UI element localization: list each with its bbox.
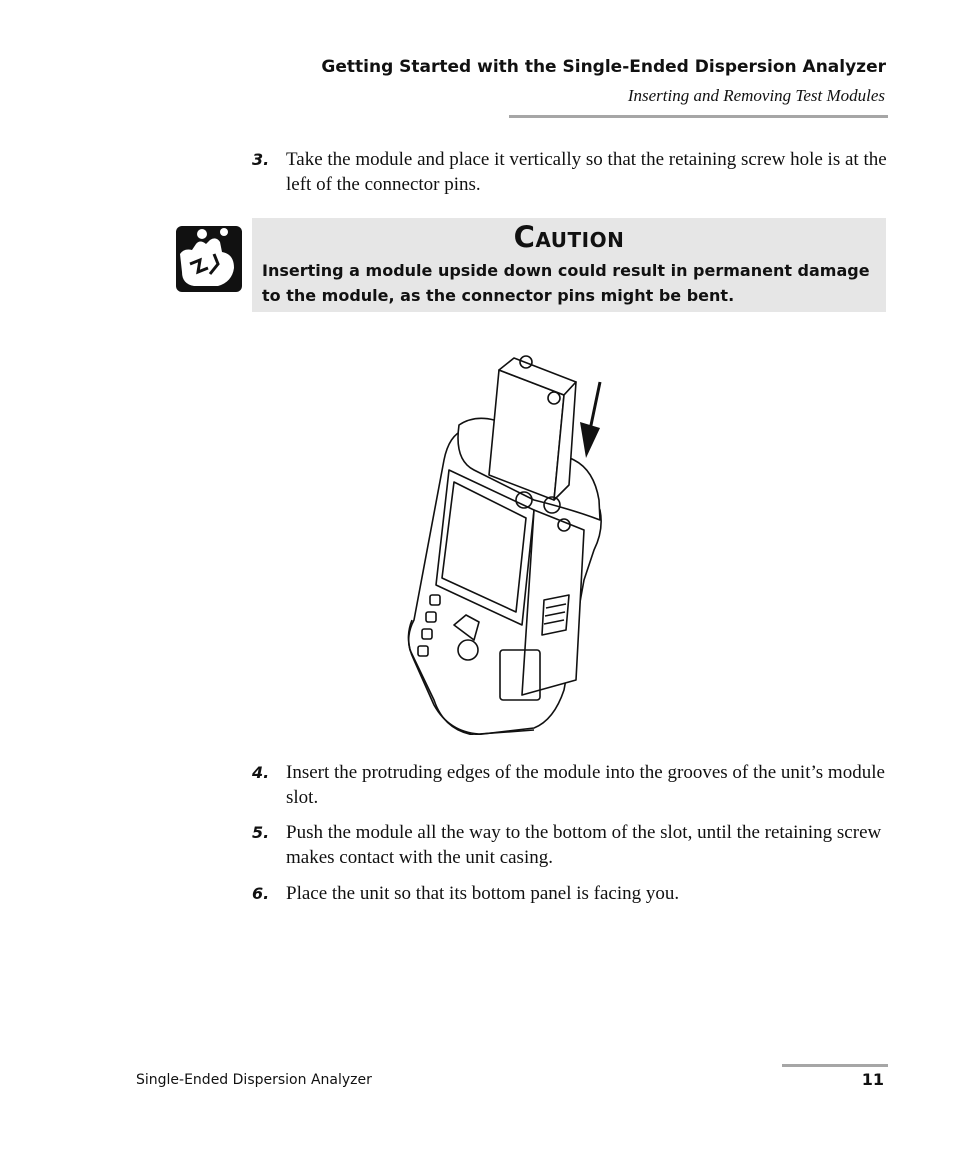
step-number: 5. xyxy=(252,823,270,842)
step-text: Place the unit so that its bottom panel is facing you. xyxy=(286,883,680,904)
running-header-subtitle: Inserting and Removing Test Modules xyxy=(627,86,885,105)
page-number: 11 xyxy=(861,1070,884,1089)
caution-text: Inserting a module upside down could result in permanent damage to the module, as the connector pins might be bent. xyxy=(262,261,870,305)
footer-divider xyxy=(782,1064,888,1067)
step-number: 6. xyxy=(252,884,270,903)
step-number: 4. xyxy=(252,763,270,782)
header-divider xyxy=(509,115,888,118)
running-header-title: Getting Started with the Single-Ended Dispersion Analyzer xyxy=(321,57,886,77)
step-number: 3. xyxy=(252,150,270,169)
module-insertion-illustration xyxy=(404,350,614,735)
caution-box xyxy=(252,218,886,312)
step-4 xyxy=(252,760,892,810)
step-3 xyxy=(252,147,892,197)
caution-hand-icon xyxy=(174,224,244,294)
caution-title: Caution xyxy=(513,220,625,254)
step-6 xyxy=(252,881,892,906)
step-text: Take the module and place it vertically so that the retaining screw hole is at the left of the connector pins. xyxy=(286,149,887,195)
step-text: Insert the protruding edges of the module into the grooves of the unit’s module slot. xyxy=(286,762,885,808)
step-text: Push the module all the way to the bottom of the slot, until the retaining screw makes contact with the unit casing. xyxy=(286,822,882,868)
step-5 xyxy=(252,820,892,870)
footer-product-name: Single-Ended Dispersion Analyzer xyxy=(136,1072,372,1088)
